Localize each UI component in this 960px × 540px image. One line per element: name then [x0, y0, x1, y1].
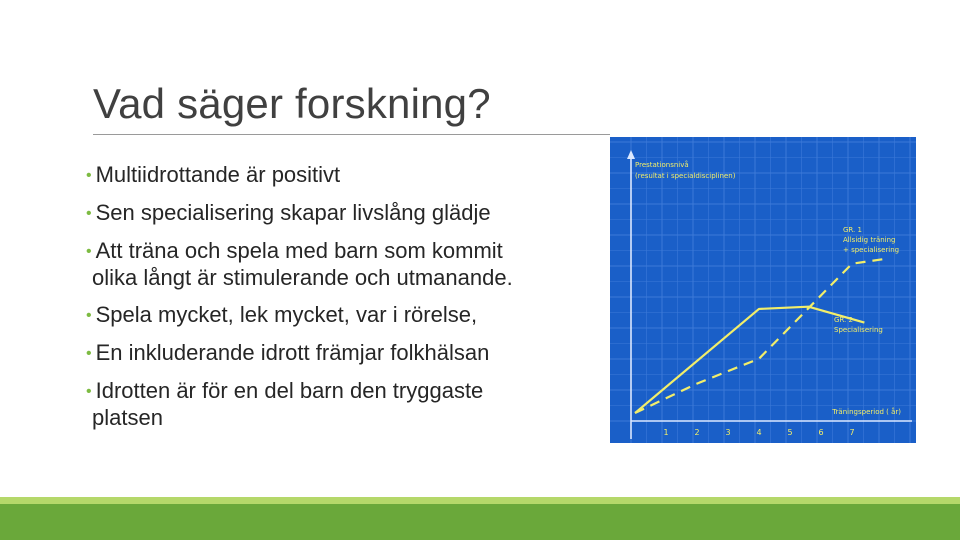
bullet-text: Spela mycket, lek mycket, var i rörelse,	[95, 302, 478, 327]
bullet-text: Idrotten är för en del barn den tryggaste	[95, 378, 484, 403]
y-axis-label-line1: Prestationsnivå	[635, 161, 689, 169]
series-label-2-line2: Specialisering	[834, 326, 883, 334]
y-axis-label-line2: (resultat i specialdisciplinen)	[635, 172, 736, 180]
series-label-1-line3: + specialisering	[843, 246, 900, 254]
bullet-list	[86, 162, 606, 442]
bullet-item	[86, 378, 606, 431]
bullet-text: Att träna och spela med barn som kommit	[95, 238, 503, 263]
footer-bar-dark	[0, 504, 960, 540]
series-label-2-line1: GR. 2	[834, 316, 853, 324]
x-tick-label: 2	[694, 428, 700, 437]
bullet-text: En inkluderande idrott främjar folkhälsan	[95, 340, 490, 365]
title-divider	[93, 134, 610, 135]
series-label-1-line2: Allsidig träning	[843, 236, 896, 244]
x-tick-label: 1	[663, 428, 669, 437]
footer-bar-light	[0, 497, 960, 504]
bullet-item	[86, 238, 606, 291]
bullet-dot-icon: •	[86, 243, 92, 260]
x-tick-label: 5	[787, 428, 793, 437]
slide-title: Vad säger forskning?	[93, 80, 491, 127]
x-tick-label: 4	[756, 428, 762, 437]
x-tick-label: 7	[849, 428, 855, 437]
bullet-dot-icon: •	[86, 307, 92, 324]
bullet-dot-icon: •	[86, 205, 92, 222]
x-tick-label: 6	[818, 428, 824, 437]
series-label-1-line1: GR. 1	[843, 226, 862, 234]
bullet-item	[86, 162, 606, 189]
bullet-text-continued: platsen	[92, 405, 163, 430]
bullet-text: Multiidrottande är positivt	[95, 162, 341, 187]
chart-background	[610, 137, 916, 443]
performance-chart	[610, 137, 916, 443]
x-axis-label: Träningsperiod ( år)	[832, 408, 901, 416]
bullet-item	[86, 302, 606, 329]
bullet-item	[86, 340, 606, 367]
x-tick-label: 3	[725, 428, 731, 437]
bullet-dot-icon: •	[86, 383, 92, 400]
bullet-dot-icon: •	[86, 167, 92, 184]
bullet-item	[86, 200, 606, 227]
bullet-text-continued: olika långt är stimulerande och utmanande.	[92, 265, 513, 290]
bullet-text: Sen specialisering skapar livslång glädje	[95, 200, 491, 225]
bullet-dot-icon: •	[86, 345, 92, 362]
